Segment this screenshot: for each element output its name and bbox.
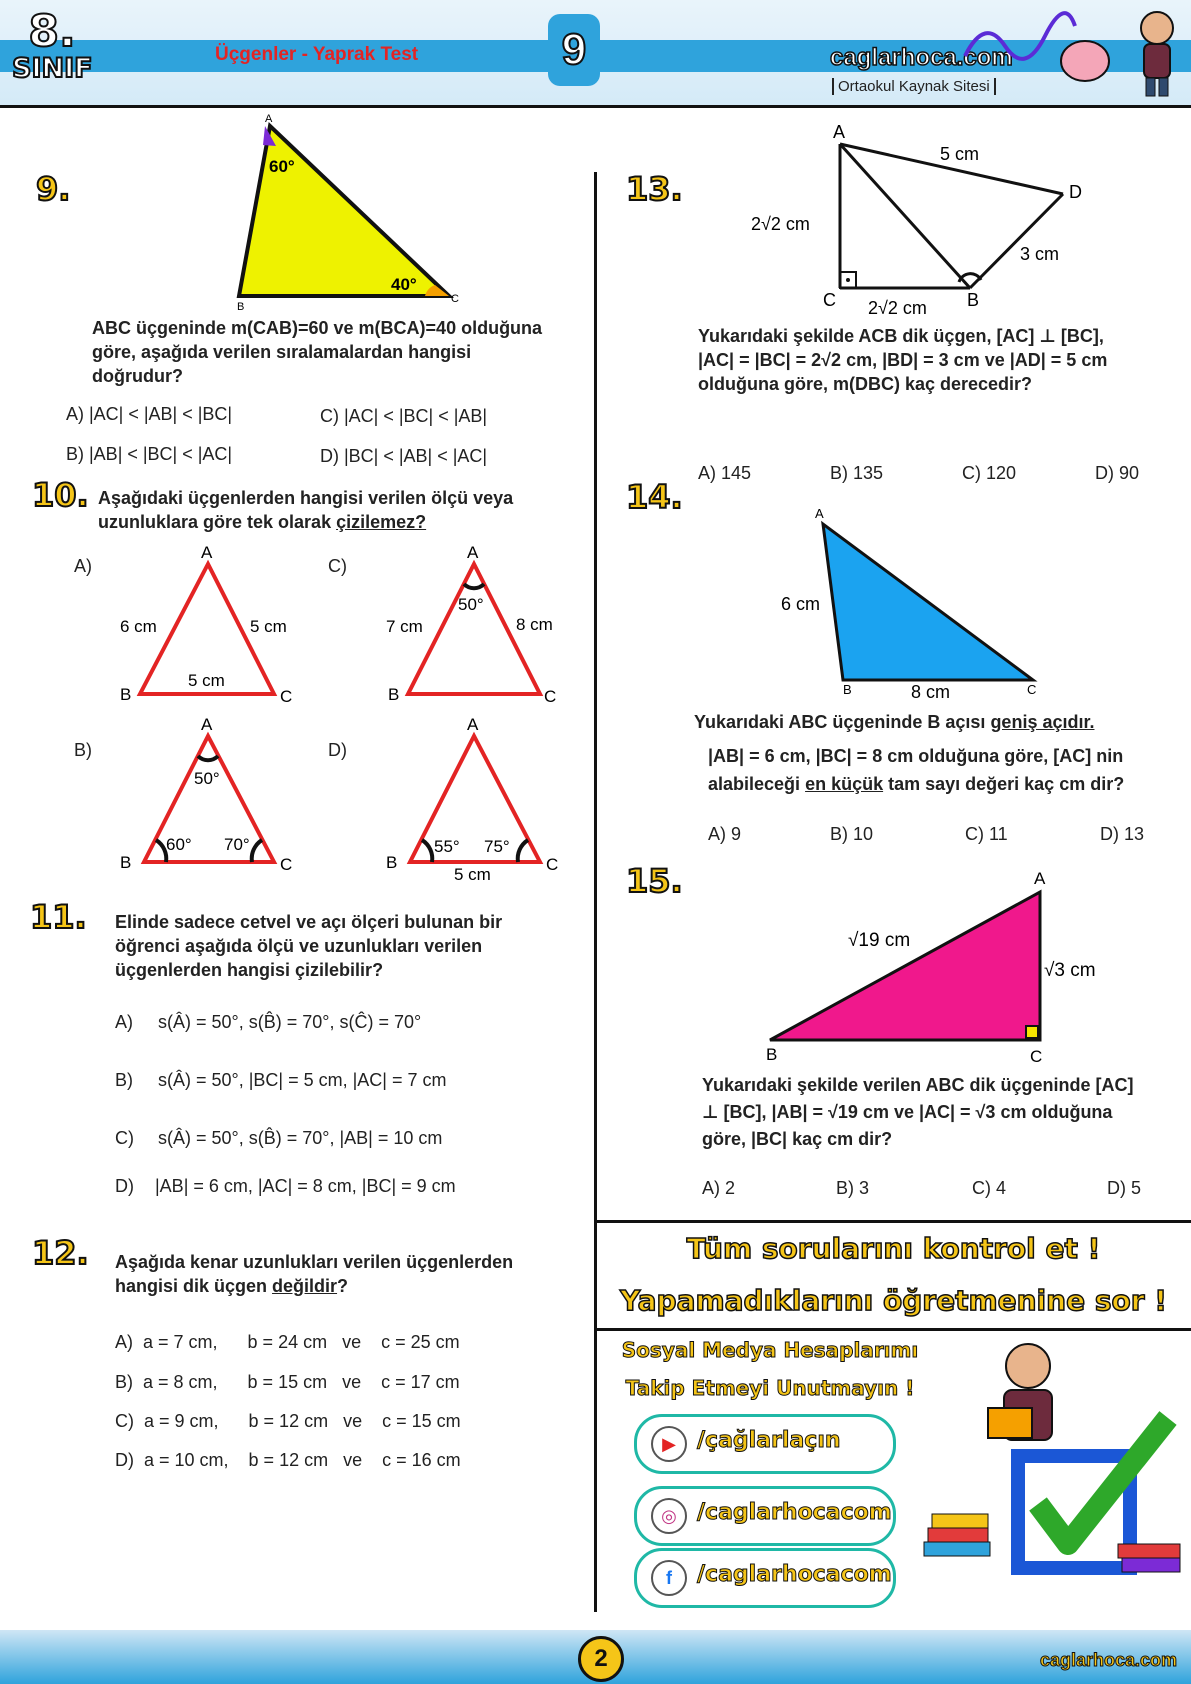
q10b-vertex-b: B [120, 853, 132, 872]
youtube-icon: ▶ [651, 1426, 687, 1462]
q11-option-a-label[interactable]: A) [115, 1012, 133, 1032]
q11-option-b-label[interactable]: B) [115, 1070, 133, 1090]
q9-option-d[interactable]: D) |BC| < |AB| < |AC| [320, 446, 488, 466]
q9-triangle-figure [225, 112, 465, 312]
facebook-handle: /caglarhocacom [697, 1562, 892, 1587]
brain-mascot-icon [960, 6, 1120, 96]
q13-vertex-c: C [823, 290, 836, 310]
q10-triangle-c [376, 540, 576, 710]
q15-number: 15. [626, 862, 683, 900]
q10-option-a-label[interactable]: A) [74, 556, 92, 576]
q11-option-d[interactable]: |AB| = 6 cm, |AC| = 8 cm, |BC| = 9 cm [155, 1176, 456, 1196]
q13-text: Yukarıdaki şekilde ACB dik üçgen, [AC] ⊥ [BC], |AC| = |BC| = 2√2 cm, |BD| = 3 cm ve |AD| = 5 cm olduğuna göre, m(DBC) kaç derecedir? [698, 326, 1108, 394]
q14-triangle-figure [775, 504, 1055, 700]
q10-option-b-label[interactable]: B) [74, 740, 92, 760]
q12-text-end: ? [337, 1276, 349, 1296]
q9-vertex-b: B [237, 301, 245, 312]
q10d-vertex-a: A [467, 715, 479, 734]
q10d-angle-b: 55° [434, 837, 460, 856]
q14-text2b: tam sayı değeri kaç cm dir? [883, 774, 1125, 794]
q11-option-c-label[interactable]: C) [115, 1128, 134, 1148]
q12-text-main: Aşağıda kenar uzunlukları verilen üçgenlerden hangisi dik üçgen [115, 1252, 514, 1296]
site-subtitle: Ortaokul Kaynak Sitesi [832, 78, 996, 95]
q10b-angle-b: 60° [166, 835, 192, 854]
q13-side-bd: 3 cm [1020, 244, 1060, 264]
q15-triangle-figure [760, 870, 1120, 1070]
q14-side-bc: 8 cm [911, 682, 951, 700]
q9-angle-a: 60° [269, 157, 295, 176]
promo-line-1: Tüm sorularını kontrol et ! [686, 1232, 1101, 1265]
q10b-vertex-a: A [201, 715, 213, 734]
q10-triangle-a [110, 540, 310, 710]
youtube-handle: /çağlarlaçın [697, 1428, 841, 1453]
q10c-vertex-c: C [544, 687, 557, 706]
q12-text [115, 1250, 560, 1298]
q12-option-d[interactable]: D) a = 10 cm, b = 12 cm ve c = 16 cm [115, 1450, 461, 1470]
q9-option-c[interactable]: C) |AC| < |BC| < |AB| [320, 406, 488, 426]
q15-option-c[interactable]: C) 4 [972, 1178, 1007, 1198]
q10c-vertex-a: A [467, 543, 479, 562]
q14-vertex-b: B [843, 682, 852, 697]
q14-vertex-a: A [815, 506, 824, 521]
topic-title: Üçgenler - Yaprak Test [215, 44, 419, 65]
q10-triangle-b [110, 712, 310, 882]
q10d-vertex-b: B [386, 853, 398, 872]
q13-figure [745, 120, 1105, 320]
column-divider [594, 172, 597, 1612]
q10d-side-bc: 5 cm [454, 865, 491, 884]
page-number: 2 [578, 1636, 624, 1682]
q14-option-b[interactable]: B) 10 [830, 824, 874, 844]
q13-vertex-d: D [1069, 182, 1082, 202]
teacher-reading-illustration [918, 1338, 1188, 1588]
q14-side-ab: 6 cm [781, 594, 821, 614]
q10c-angle-a: 50° [458, 595, 484, 614]
q14-text-line1 [694, 710, 1154, 734]
q14-number: 14. [626, 478, 683, 516]
q13-option-a[interactable]: A) 145 [698, 463, 752, 483]
q14-vertex-c: C [1027, 682, 1037, 697]
q14-option-c[interactable]: C) 11 [965, 824, 1008, 844]
q11-number: 11. [30, 898, 87, 936]
instagram-link[interactable] [634, 1486, 896, 1546]
q10-triangle-d [376, 712, 576, 892]
q10c-vertex-b: B [388, 685, 400, 704]
q10a-vertex-a: A [201, 543, 213, 562]
q10-text-main: Aşağıdaki üçgenlerden hangisi verilen ölçü veya uzunluklara göre tek olarak [98, 488, 514, 532]
facebook-icon: f [651, 1560, 687, 1596]
facebook-link[interactable] [634, 1548, 896, 1608]
q14-option-a[interactable]: A) 9 [708, 824, 742, 844]
q10-number: 10. [32, 476, 89, 514]
grade-word: SINIF [12, 53, 93, 84]
q13-number: 13. [626, 170, 683, 208]
q10a-vertex-b: B [120, 685, 132, 704]
q13-vertex-b: B [967, 290, 980, 310]
q13-side-ad: 5 cm [940, 144, 980, 164]
q15-text: Yukarıdaki şekilde verilen ABC dik üçgeninde [AC] ⊥ [BC], |AB| = √19 cm ve |AC| = √3 cm olduğuna göre, |BC| kaç cm dir? [702, 1075, 1134, 1149]
promo-bottom-rule [596, 1328, 1191, 1331]
q14-option-d[interactable]: D) 13 [1100, 824, 1145, 844]
q11-option-c[interactable]: s(Â) = 50°, s(B̂) = 70°, |AB| = 10 cm [158, 1128, 443, 1148]
q12-option-a[interactable]: A) a = 7 cm, b = 24 cm ve c = 25 cm [115, 1332, 460, 1352]
q10a-vertex-c: C [280, 687, 293, 706]
instagram-icon: ◎ [651, 1498, 687, 1534]
promo-top-rule [596, 1220, 1191, 1223]
q10-option-c-label[interactable]: C) [328, 556, 347, 576]
q9-angle-c: 40° [391, 275, 417, 294]
q15-option-b[interactable]: B) 3 [836, 1178, 870, 1198]
social-heading-1: Sosyal Medya Hesaplarımı [621, 1338, 919, 1362]
q11-text: Elinde sadece cetvel ve açı ölçeri bulunan bir öğrenci aşağıda ölçü ve uzunlukları verilen üçgenlerden hangisi çizilebilir? [115, 912, 503, 980]
q13-vertex-a: A [833, 122, 846, 142]
teacher-avatar-icon [1130, 6, 1185, 98]
q14-text1: Yukarıdaki ABC üçgeninde B açısı [694, 712, 991, 732]
grade-badge [12, 6, 93, 84]
q13-side-ac: 2√2 cm [751, 214, 810, 234]
q10b-angle-c: 70° [224, 835, 250, 854]
q14-text-line2 [708, 742, 1153, 798]
q9-text: ABC üçgeninde m(CAB)=60 ve m(BCA)=40 olduğuna göre, aşağıda verilen sıralamalardan hangisi doğrudur? [92, 318, 543, 386]
q9-number: 9. [36, 170, 71, 208]
site-logo[interactable]: caglarhoca.com [830, 44, 1013, 71]
q10a-side-ac: 5 cm [250, 617, 287, 636]
q14-text2-emph: en küçük [805, 774, 884, 794]
q12-option-b[interactable]: B) a = 8 cm, b = 15 cm ve c = 17 cm [115, 1372, 460, 1392]
q15-option-a[interactable]: A) 2 [702, 1178, 736, 1198]
q10b-vertex-c: C [280, 855, 293, 874]
q12-option-c[interactable]: C) a = 9 cm, b = 12 cm ve c = 15 cm [115, 1411, 461, 1431]
q13-option-c[interactable]: C) 120 [962, 463, 1017, 483]
social-heading-2: Takip Etmeyi Unutmayın ! [625, 1376, 915, 1400]
q11-option-b[interactable]: s(Â) = 50°, |BC| = 5 cm, |AC| = 7 cm [158, 1070, 447, 1090]
youtube-link[interactable] [634, 1414, 896, 1474]
q10d-vertex-c: C [546, 855, 559, 874]
q15-option-d[interactable]: D) 5 [1107, 1178, 1142, 1198]
q15-vertex-b: B [766, 1045, 778, 1064]
q11-option-d-label[interactable]: D) [115, 1176, 134, 1196]
q10-text [98, 486, 568, 534]
q14-text2a: |AB| = 6 cm, |BC| = 8 cm olduğuna göre, [AC] nin alabileceği [708, 746, 1124, 794]
q15-side-ac: √3 cm [1044, 960, 1096, 981]
instagram-handle: /caglarhocacom [697, 1500, 892, 1525]
promo-line-2: Yapamadıklarını öğretmenine sor ! [619, 1284, 1168, 1317]
q10-text-emph: çizilemez? [336, 512, 427, 532]
q15-side-ab: √19 cm [848, 930, 911, 951]
q10b-angle-a: 50° [194, 769, 220, 788]
q9-vertex-a: A [265, 113, 273, 125]
q11-option-a[interactable]: s(Â) = 50°, s(B̂) = 70°, s(Ĉ) = 70° [158, 1012, 422, 1032]
q10c-side-ac: 8 cm [516, 615, 553, 634]
q9-option-a[interactable]: A) |AC| < |AB| < |BC| [66, 404, 233, 424]
q9-vertex-c: C [451, 293, 459, 305]
q9-option-b[interactable]: B) |AB| < |BC| < |AC| [66, 444, 233, 464]
q13-option-d[interactable]: D) 90 [1095, 463, 1140, 483]
q10d-angle-c: 75° [484, 837, 510, 856]
grade-number: 8. [28, 6, 76, 57]
q12-text-emph: değildir [272, 1276, 338, 1296]
q12-number: 12. [32, 1234, 89, 1272]
q15-vertex-c: C [1030, 1047, 1043, 1066]
q13-option-b[interactable]: B) 135 [830, 463, 884, 483]
q13-side-cb: 2√2 cm [868, 298, 927, 318]
q14-text1-emph: geniş açıdır. [990, 712, 1095, 732]
q15-vertex-a: A [1034, 870, 1046, 888]
q10a-side-ab: 6 cm [120, 617, 157, 636]
q10-option-d-label[interactable]: D) [328, 740, 347, 760]
q10c-side-ab: 7 cm [386, 617, 423, 636]
q10a-side-bc: 5 cm [188, 671, 225, 690]
test-number: 9 [548, 14, 600, 86]
footer-site-link[interactable]: caglarhoca.com [1040, 1650, 1178, 1670]
